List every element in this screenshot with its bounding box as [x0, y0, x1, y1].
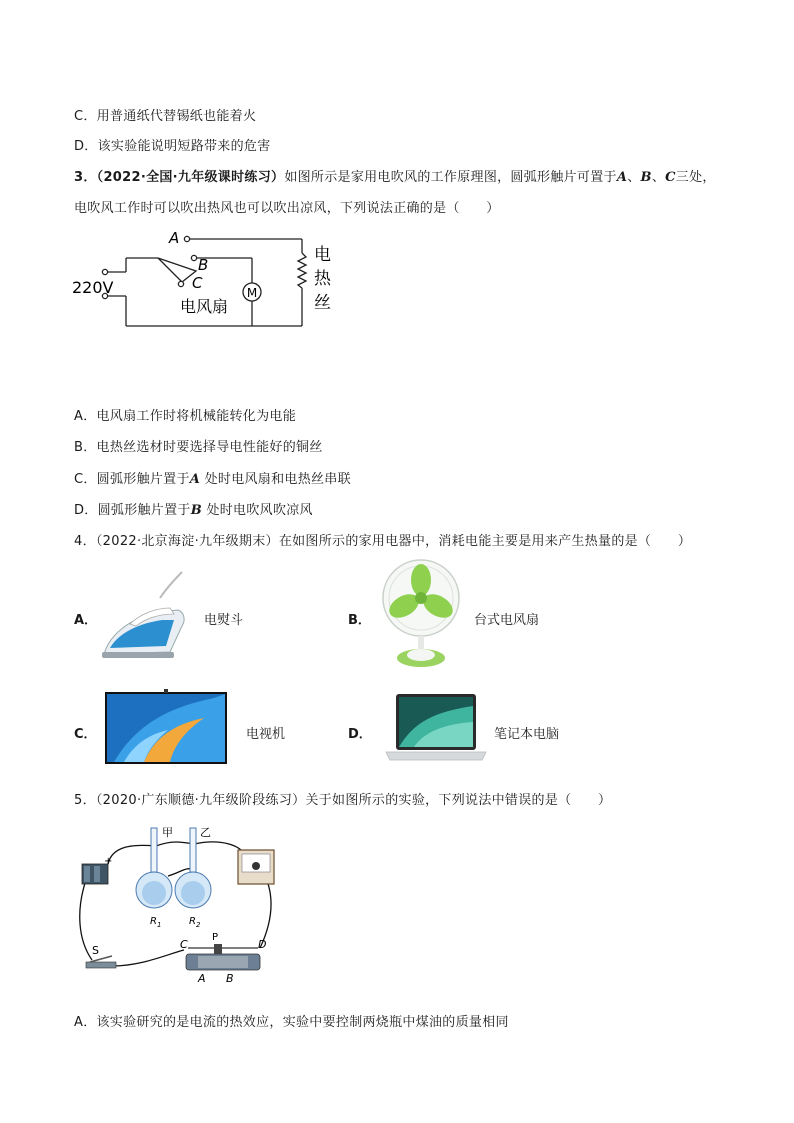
- q2-option-c: C．用普通纸代替锡纸也能着火: [74, 109, 257, 124]
- q3-point-a: A: [616, 170, 628, 185]
- q3-option-c-point: A: [189, 472, 201, 487]
- circuit-label-b: B: [198, 256, 209, 274]
- q3-source: 3．（2022·全国·九年级课时练习）: [74, 170, 285, 185]
- q3-option-a: A．电风扇工作时将机械能转化为电能: [74, 409, 296, 424]
- q3-option-c: [74, 468, 351, 487]
- rheostat-d-label: D: [258, 938, 267, 951]
- q3-option-b: B．电热丝选材时要选择导电性能好的铜丝: [74, 440, 323, 455]
- q3-sep1: 、: [627, 170, 641, 185]
- rheostat-a-label: A: [198, 972, 206, 985]
- switch-s-label: S: [92, 944, 99, 957]
- electric-iron-image: [100, 568, 192, 662]
- q4-option-a-label: A．: [74, 613, 98, 628]
- heater-label-2: 热: [314, 269, 331, 289]
- q4-option-b-label: B．: [348, 613, 371, 628]
- circuit-fan-label: 电风扇: [180, 297, 229, 316]
- joule-heating-experiment-diagram: [72, 820, 284, 990]
- q3-point-b: B: [640, 170, 652, 185]
- hair-dryer-circuit-diagram: [70, 226, 350, 334]
- table-fan-image: [378, 558, 464, 672]
- q2-option-d: D．该实验能说明短路带来的危害: [74, 139, 271, 154]
- q3-stem-a: 如图所示是家用电吹风的工作原理图，圆弧形触片可置于: [284, 170, 617, 185]
- circuit-label-c: C: [192, 274, 203, 292]
- q5-option-a: A．该实验研究的是电流的热效应，实验中要控制两烧瓶中煤油的质量相同: [74, 1015, 509, 1030]
- rheostat-b-label: B: [226, 972, 234, 985]
- television-image: [104, 688, 228, 768]
- r1-subscript: 1: [156, 921, 162, 929]
- q3-stem-b: 三处，: [675, 170, 716, 185]
- q3-option-d-post: 处时电吹风吹凉风: [206, 503, 313, 518]
- rheostat-p-label: P: [212, 932, 219, 943]
- rheostat-c-label: C: [180, 938, 188, 951]
- q3-option-d: [74, 499, 313, 518]
- q4-option-a-name: 电熨斗: [204, 613, 244, 628]
- q4-option-c-label: C．: [74, 727, 97, 742]
- q4-option-d-label: D．: [348, 727, 372, 742]
- resistor-r1-label: [150, 916, 161, 929]
- q3-option-c-pre: C．圆弧形触片置于: [74, 472, 190, 487]
- circuit-voltage-label: 220V: [72, 278, 114, 297]
- flask-jia-label: 甲: [162, 826, 173, 839]
- q4-stem: 4．（2022·北京海淀·九年级期末）在如图所示的家用电器中，消耗电能主要是用来产生热量的是（ ）: [74, 534, 692, 549]
- flask-yi-label: 乙: [200, 826, 211, 839]
- motor-symbol: M: [246, 286, 258, 300]
- q3-option-c-post: 处时电风扇和电热丝串联: [204, 472, 351, 487]
- r2-subscript: 2: [195, 921, 201, 929]
- q3-sep2: 、: [651, 170, 666, 185]
- resistor-r2-label: [189, 916, 201, 929]
- q3-stem-line2: 电吹风工作时可以吹出热风也可以吹出凉风，下列说法正确的是（ ）: [74, 201, 500, 216]
- q5-stem: 5．（2020·广东顺德·九年级阶段练习）关于如图所示的实验，下列说法中错误的是（ ）: [74, 793, 612, 808]
- r2-letter: R: [189, 916, 196, 927]
- laptop-image: [384, 692, 488, 764]
- q4-option-d-name: 笔记本电脑: [494, 727, 560, 742]
- battery-plus-sign: +: [104, 856, 113, 867]
- q4-option-b-name: 台式电风扇: [474, 613, 540, 628]
- heater-label-3: 丝: [314, 293, 331, 313]
- q4-option-c-name: 电视机: [246, 727, 286, 742]
- q3-stem-line1: [74, 166, 716, 185]
- r1-letter: R: [150, 916, 157, 927]
- q3-option-d-point: B: [190, 503, 203, 518]
- heater-label-1: 电: [314, 245, 331, 265]
- q3-point-c: C: [665, 170, 676, 185]
- q3-option-d-pre: D．圆弧形触片置于: [74, 503, 191, 518]
- circuit-label-a: A: [169, 229, 180, 247]
